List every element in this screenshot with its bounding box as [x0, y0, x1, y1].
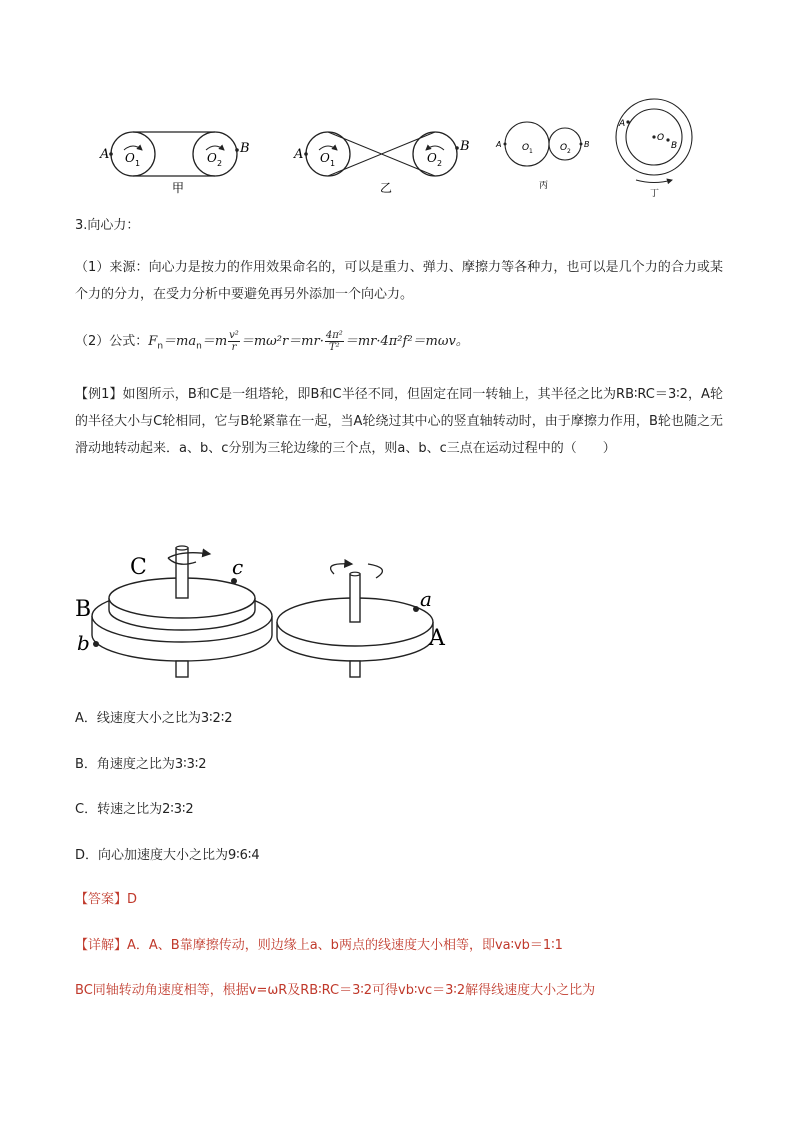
wheel-label-b: B [75, 597, 92, 622]
jia-point-b: B [240, 141, 250, 156]
detail-text-1: A．A、B靠摩擦传动，则边缘上a、b两点的线速度大小相等，即va∶vb＝1∶1 [127, 938, 563, 953]
bing-label: 丙 [539, 181, 549, 191]
yi-center-o2-sub: 2 [437, 159, 443, 168]
yi-center-o2: O [427, 151, 437, 165]
bing-center-o2-sub: 2 [567, 148, 571, 155]
detail-line-1 [75, 937, 563, 955]
panel-jia [99, 132, 250, 195]
answer-label: 【答案】 [75, 892, 128, 907]
answer-value: D [127, 892, 138, 907]
yi-center-o1-sub: 1 [330, 159, 336, 168]
jia-label: 甲 [172, 181, 185, 195]
jia-center-o2-sub: 2 [217, 159, 223, 168]
panel-ding [616, 99, 692, 199]
ding-center-o: O [657, 133, 665, 143]
yi-center-o1: O [320, 151, 330, 165]
ding-label: 丁 [650, 189, 660, 199]
jia-point-a: A [100, 147, 110, 162]
ding-point-a: A [619, 119, 626, 129]
wheel-label-a: A [429, 626, 445, 651]
section-heading: 3.向心力： [75, 218, 140, 233]
option-d[interactable]: D．向心加速度大小之比为9∶6∶4 [75, 848, 260, 863]
point-label-b: b [77, 631, 90, 655]
yi-point-a: A [294, 147, 304, 162]
bing-point-a: A [496, 140, 502, 149]
panel-bing [495, 122, 590, 191]
formula-fraction-4pi2-t2: $\frac{\text{4π²}}{\text{T²}}$ [325, 330, 343, 353]
wheel-label-c: C [130, 555, 147, 580]
source-paragraph: （1）来源：向心力是按力的作用效果命名的，可以是重力、弹力、摩擦力等各种力，也可以是几个力的合力或某个力的分力，在受力分析中要避免再另外添加一个向心力。 [75, 260, 723, 302]
answer-line [75, 891, 137, 909]
jia-center-o1: O [125, 151, 135, 165]
option-c[interactable]: C．转速之比为2∶3∶2 [75, 802, 194, 817]
bing-center-o1: O [522, 143, 530, 153]
tower-wheel-figure [72, 532, 462, 682]
yi-label: 乙 [380, 181, 393, 195]
point-label-c: c [232, 555, 244, 579]
option-b[interactable]: B．角速度之比为3∶3∶2 [75, 757, 207, 772]
formula-fraction-v2-r: $\frac{\text{v²}}{r}$ [229, 330, 239, 353]
panel-yi [293, 132, 470, 195]
ding-point-b: B [671, 141, 678, 151]
formula-line: （2）公式：$F_n=ma_n=m$ $\frac{\text{v²}}{r}$ ＝mω²r＝mr· $\frac{\text{4π²}}{\text{T²}}$ ＝mr·4π²f²＝mωv。 [75, 330, 469, 353]
example-paragraph: 【例1】如图所示，B和C是一组塔轮，即B和C半径不同，但固定在同一转轴上，其半径之比为RB∶RC＝3∶2，A轮的半径大小与C轮相同，它与B轮紧靠在一起，当A轮绕过其中心的竖直轴转动时，由于摩擦力作用，B轮也随之无滑动地转动起来．a、b、c分别为三轮边缘的三个点，则a、b、c三点在运动过程中的（ ） [75, 387, 723, 456]
bing-center-o1-sub: 1 [529, 148, 533, 155]
point-label-a: a [420, 587, 432, 611]
bing-center-o2: O [560, 143, 568, 153]
detail-label: 【详解】 [75, 938, 128, 953]
jia-center-o2: O [207, 151, 217, 165]
detail-line-2: BC同轴转动角速度相等，根据v=ωR及RB∶RC＝3∶2可得vb∶vc＝3∶2解得线速度大小之比为 [75, 983, 596, 998]
yi-point-b: B [460, 139, 470, 154]
transmission-figure [90, 92, 710, 202]
jia-center-o1-sub: 1 [135, 159, 141, 168]
formula-prefix: （2）公式： [75, 334, 149, 349]
bing-point-b: B [584, 140, 590, 149]
option-a[interactable]: A．线速度大小之比为3∶2∶2 [75, 711, 233, 726]
